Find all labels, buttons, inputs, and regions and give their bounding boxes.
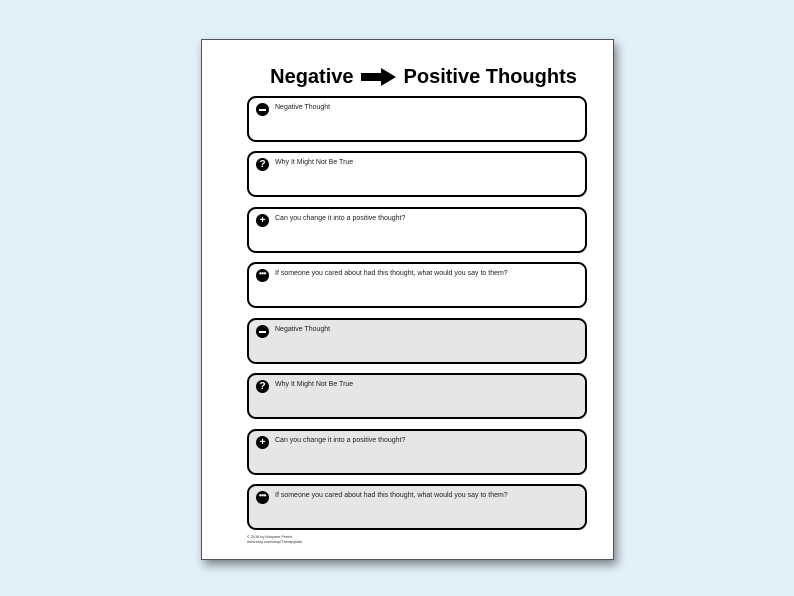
- worksheet-page: [201, 39, 614, 560]
- minus-icon: [256, 103, 269, 116]
- worksheet-title: [202, 62, 613, 92]
- copyright-footer: [247, 535, 302, 545]
- thought-box[interactable]: [247, 96, 587, 142]
- ellipsis-icon: •••: [256, 269, 269, 282]
- question-icon: ?: [256, 158, 269, 171]
- thought-box[interactable]: [247, 484, 587, 530]
- box-label: Why It Might Not Be True: [275, 381, 354, 388]
- right-arrow-icon: [361, 67, 397, 87]
- thought-box[interactable]: [247, 318, 587, 364]
- box-label: If someone you cared about had this thought, what would you say to them?: [275, 492, 508, 499]
- copyright-text: © 2016 by Maryann Perrini: [247, 535, 293, 539]
- thought-box[interactable]: [247, 151, 587, 197]
- ellipsis-icon: •••: [256, 491, 269, 504]
- minus-icon: [256, 325, 269, 338]
- box-label: Can you change it into a positive thought?: [275, 437, 406, 444]
- box-label: Can you change it into a positive thought?: [275, 215, 406, 222]
- plus-icon: +: [256, 436, 269, 449]
- title-positive: Positive Thoughts: [403, 65, 577, 88]
- thought-box[interactable]: [247, 262, 587, 308]
- shop-url: www.etsy.com/shop/Therapykids: [247, 540, 303, 544]
- thought-box[interactable]: [247, 373, 587, 419]
- box-label: Why It Might Not Be True: [275, 159, 354, 166]
- thought-box[interactable]: [247, 429, 587, 475]
- question-icon: ?: [256, 380, 269, 393]
- title-negative: Negative: [270, 65, 354, 88]
- box-label: Negative Thought: [275, 104, 331, 111]
- plus-icon: +: [256, 214, 269, 227]
- box-label: Negative Thought: [275, 326, 331, 333]
- box-label: If someone you cared about had this thought, what would you say to them?: [275, 270, 508, 277]
- thought-box[interactable]: [247, 207, 587, 253]
